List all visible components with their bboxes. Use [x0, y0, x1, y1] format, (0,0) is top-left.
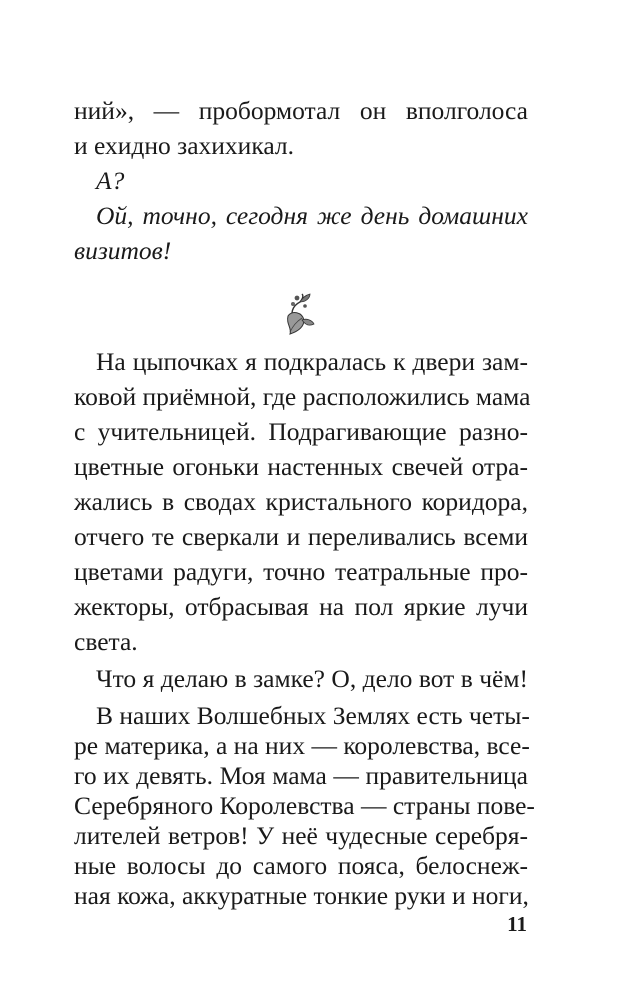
- text-line: ковой приёмной, где расположились мама: [74, 382, 531, 411]
- italic-text-line: А?: [96, 166, 125, 195]
- text-line: цветами радуги, точно театральные про-: [74, 557, 528, 586]
- text-line: ний», — пробормотал он вполголоса: [74, 96, 528, 125]
- text-line: с учительницей. Подрагивающие разно-: [74, 417, 528, 446]
- text-line: цветные огоньки настенных свечей отра-: [74, 452, 528, 481]
- text-line: В наших Волшебных Землях есть четы-: [96, 701, 530, 730]
- text-line: света.: [74, 627, 138, 656]
- text-line: го их девять. Моя мама — правительница: [74, 761, 528, 790]
- text-line: ная кожа, аккуратные тонкие руки и ноги,: [74, 881, 529, 910]
- italic-text-line: Ой, точно, сегодня же день домашних: [96, 201, 528, 230]
- text-line: и ехидно захихикал.: [74, 131, 294, 160]
- text-line: отчего те сверкали и переливались всеми: [74, 522, 528, 551]
- text-line: Серебряного Королевства — страны пове-: [74, 791, 535, 820]
- text-line: Что я делаю в замке? О, дело вот в чём!: [96, 664, 528, 693]
- text-line: ные волосы до самого пояса, белоснеж-: [74, 851, 528, 880]
- text-line: жались в сводах кристального коридора,: [74, 487, 528, 516]
- text-line: ре материка, а на них — королевства, все-: [74, 731, 530, 760]
- vine-leaf-ornament-icon: [280, 290, 320, 338]
- text-line: На цыпочках я подкралась к двери зам-: [96, 347, 528, 376]
- page-number: 11: [507, 912, 527, 936]
- text-line: жекторы, отбрасывая на пол яркие лучи: [74, 592, 528, 621]
- italic-text-line: визитов!: [74, 236, 172, 265]
- text-line: лителей ветров! У неё чудесные серебря-: [74, 821, 528, 850]
